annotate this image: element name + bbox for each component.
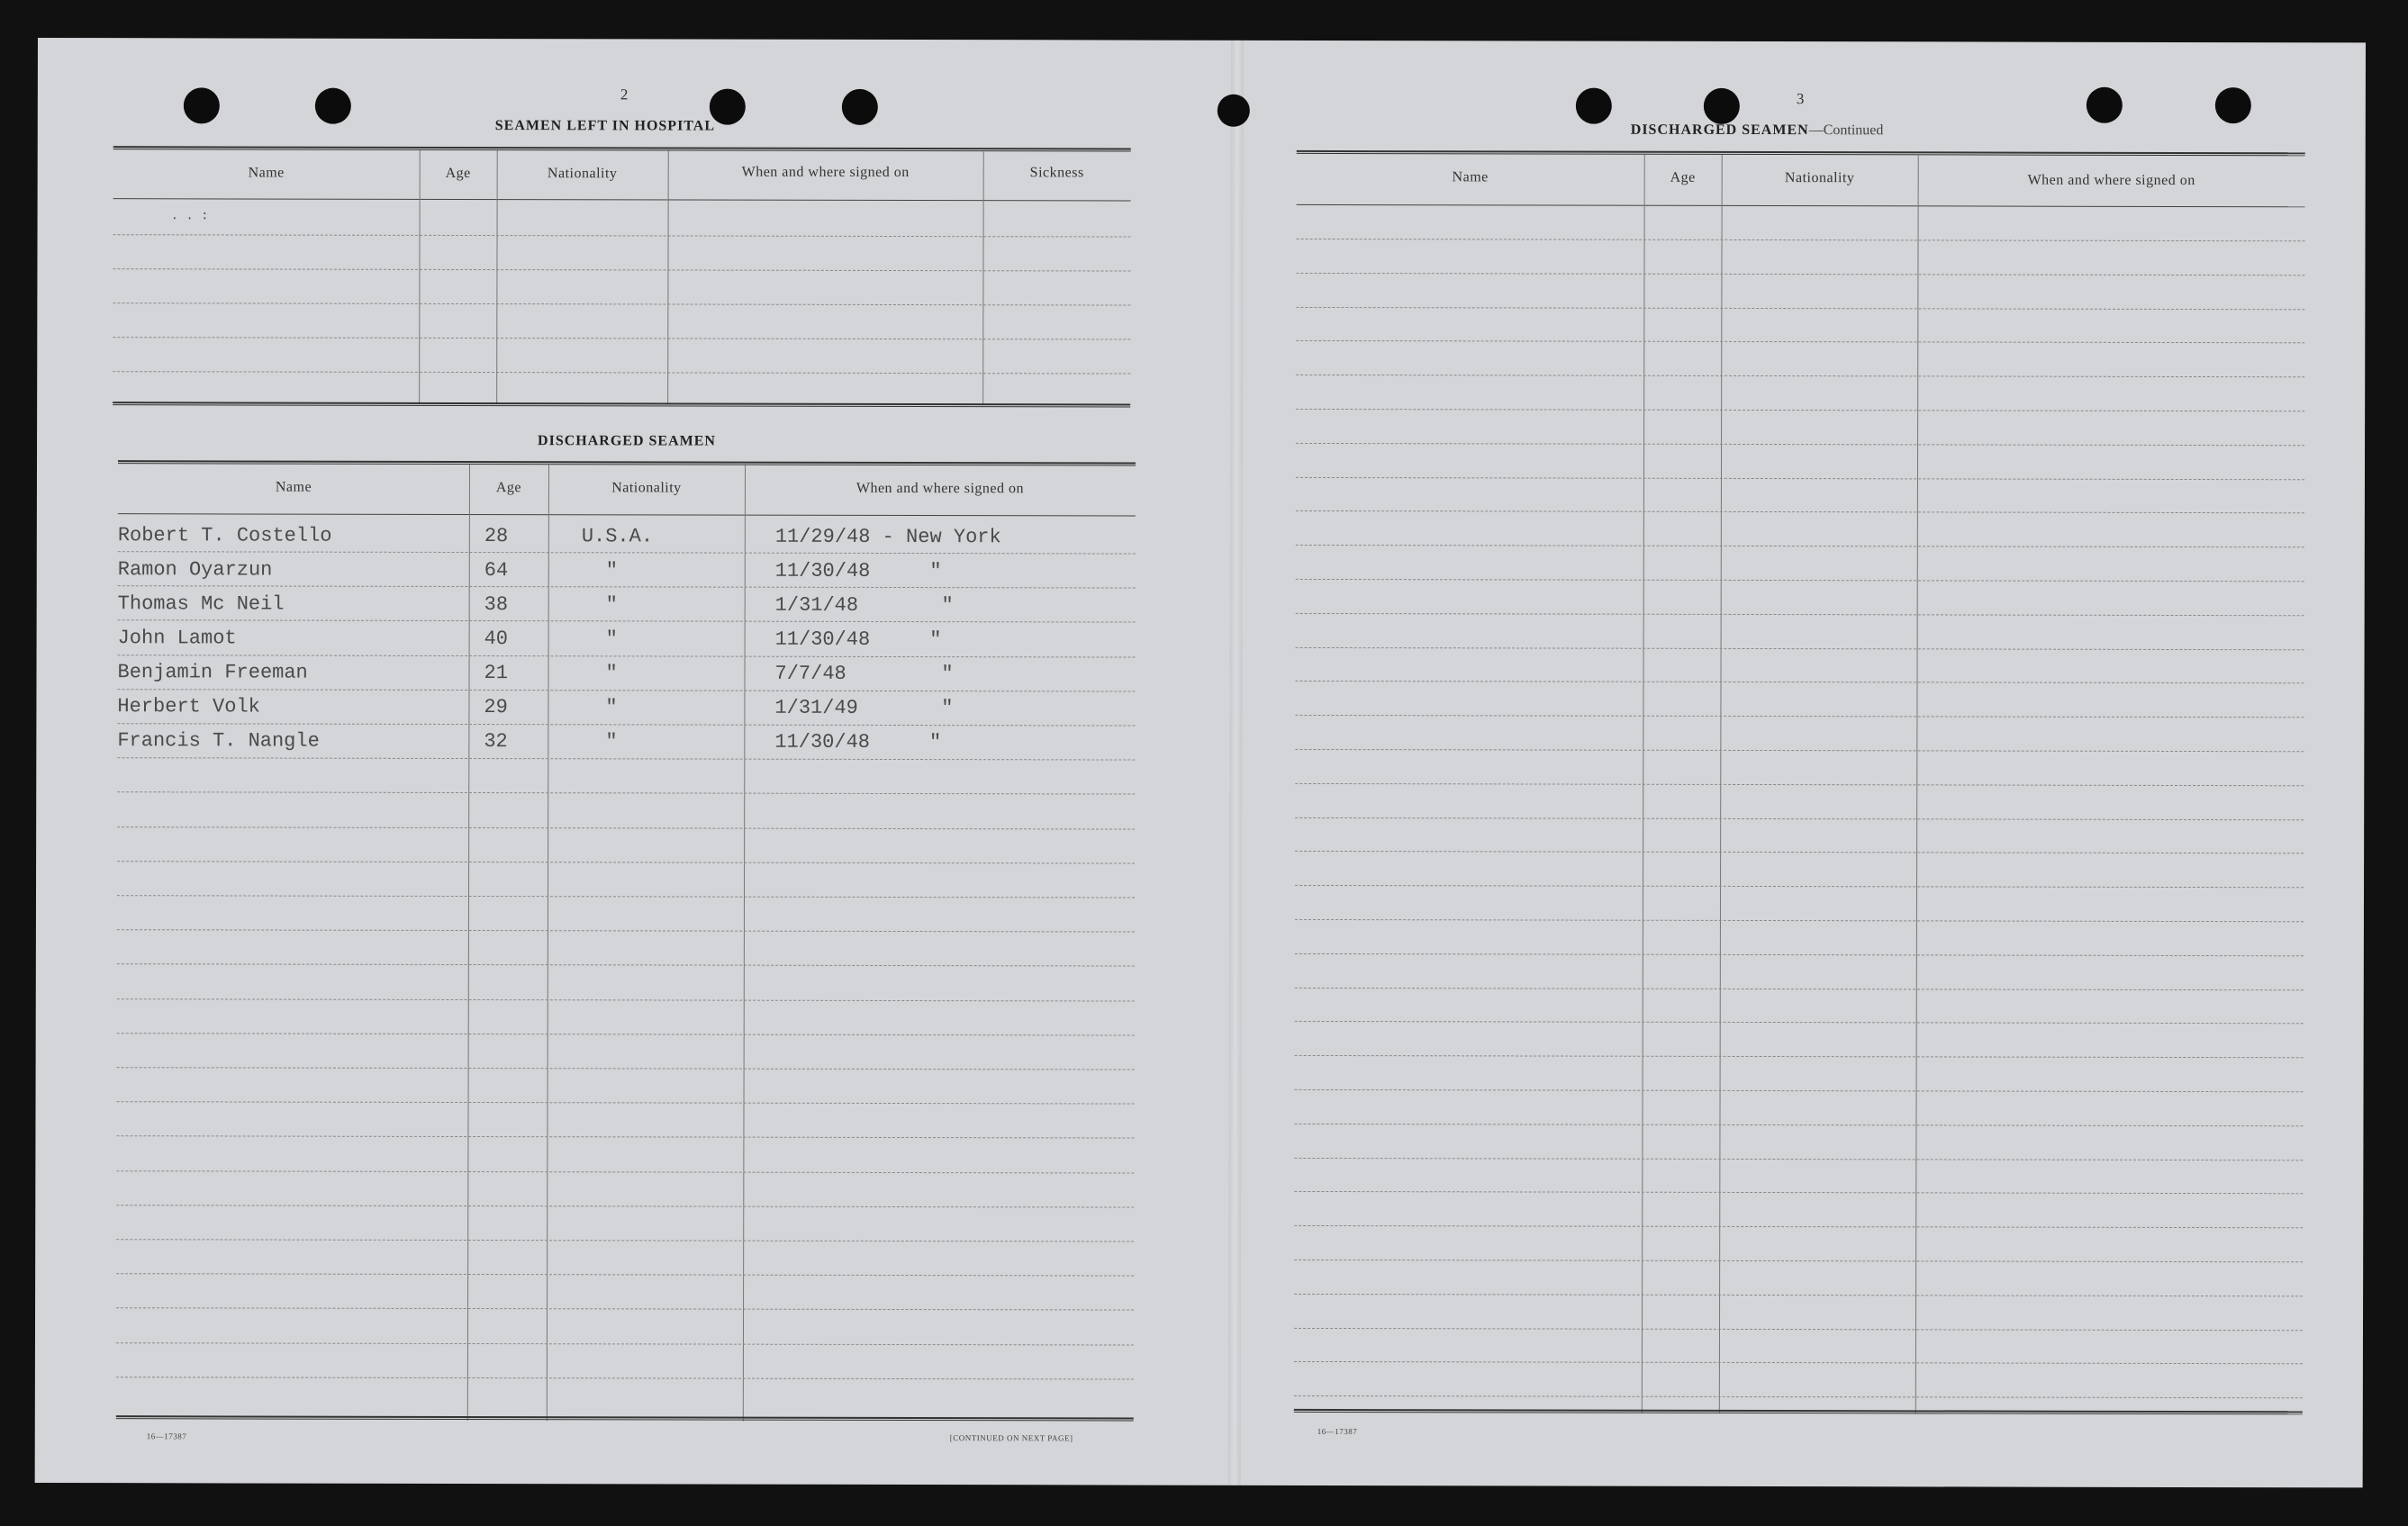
manifest-sheet xyxy=(35,38,2366,1487)
seaman-nationality: U.S.A. xyxy=(581,525,654,548)
title-text: DISCHARGED SEAMEN xyxy=(1630,122,1809,139)
seaman-age: 29 xyxy=(484,696,508,719)
hospital-mark: . . : xyxy=(170,209,209,224)
seaman-age: 28 xyxy=(484,525,509,548)
row-rule xyxy=(1294,1158,2303,1160)
seaman-name: Francis T. Nangle xyxy=(117,729,320,753)
row-rule xyxy=(1295,1055,2304,1058)
seaman-age: 21 xyxy=(484,662,508,685)
row-rule xyxy=(1296,375,2304,377)
row-rule xyxy=(1296,613,2304,616)
column-header-name: Name xyxy=(248,165,285,181)
column-header-age: Age xyxy=(1670,169,1696,185)
row-rule xyxy=(1296,510,2304,513)
page-number: 3 xyxy=(1796,90,1805,108)
row-rule xyxy=(1294,1395,2303,1398)
seaman-age: 32 xyxy=(484,730,508,754)
row-rule xyxy=(1295,749,2304,752)
row-rule xyxy=(1295,817,2304,820)
seaman-name: Thomas Mc Neil xyxy=(117,592,285,616)
title-suffix: —Continued xyxy=(1808,122,1884,139)
row-rule xyxy=(1296,579,2304,582)
seaman-name: Robert T. Costello xyxy=(117,524,332,547)
form-number: 16—17387 xyxy=(146,1431,187,1441)
row-rule xyxy=(1294,1124,2303,1126)
seaman-signed-on: 11/30/48 " xyxy=(774,628,942,652)
seaman-age: 38 xyxy=(484,593,509,617)
seaman-signed-on: 1/31/49 " xyxy=(774,696,954,720)
seaman-name: John Lamot xyxy=(117,627,237,650)
row-rule xyxy=(1294,1225,2303,1228)
row-rules xyxy=(38,38,2366,42)
seaman-nationality: " xyxy=(605,730,618,754)
column-header-name: Name xyxy=(275,479,312,495)
seaman-signed-on: 7/7/48 " xyxy=(774,662,954,686)
row-rule xyxy=(1294,1260,2303,1262)
seaman-nationality: " xyxy=(605,559,618,582)
form-number: 16—17387 xyxy=(1317,1426,1358,1437)
row-rule xyxy=(1295,988,2304,990)
discharged-continued-title xyxy=(1631,122,1884,140)
row-rule xyxy=(1295,1089,2304,1092)
row-rule xyxy=(1295,715,2304,718)
row-rule xyxy=(1296,545,2304,547)
hospital-section-title: SEAMEN LEFT IN HOSPITAL xyxy=(494,118,716,134)
column-header-nationality: Nationality xyxy=(547,166,618,182)
row-rule xyxy=(1294,1294,2303,1296)
header-rule xyxy=(1297,204,2305,207)
row-rule xyxy=(1295,851,2304,853)
seaman-nationality: " xyxy=(605,696,618,719)
seaman-signed-on: 11/30/48 " xyxy=(774,559,942,583)
row-rule xyxy=(1296,307,2304,310)
row-rule xyxy=(1296,477,2304,480)
page-number: 2 xyxy=(620,86,629,104)
row-rule xyxy=(1295,919,2304,922)
right-page xyxy=(35,38,2366,1487)
column-header-name: Name xyxy=(1452,169,1489,185)
row-rule xyxy=(1295,885,2304,888)
column-header-age: Age xyxy=(495,480,522,496)
row-rule xyxy=(1295,783,2304,786)
seaman-name: Ramon Oyarzun xyxy=(117,558,273,582)
seaman-signed-on: 1/31/48 " xyxy=(774,593,954,618)
row-rule xyxy=(1296,409,2304,411)
seaman-age: 64 xyxy=(484,559,509,582)
column-header-signed-on: When and where signed on xyxy=(741,164,910,181)
row-rule xyxy=(1296,273,2304,275)
seaman-signed-on: 11/30/48 " xyxy=(774,730,942,754)
table-top-rule xyxy=(1297,150,2305,156)
column-header-sickness: Sickness xyxy=(1029,165,1084,181)
seaman-name: Herbert Volk xyxy=(117,695,260,718)
seaman-age: 40 xyxy=(484,628,509,651)
row-rule xyxy=(1294,1361,2303,1364)
table-bottom-rule xyxy=(1294,1409,2303,1414)
column-header-signed-on: When and where signed on xyxy=(855,480,1025,497)
row-rule xyxy=(1294,1191,2303,1194)
row-rule xyxy=(1296,340,2304,343)
row-rule xyxy=(1295,953,2304,956)
row-rule xyxy=(1297,239,2305,241)
row-rule xyxy=(1296,443,2304,446)
seaman-nationality: " xyxy=(605,593,618,617)
continued-note: [CONTINUED ON NEXT PAGE] xyxy=(949,1433,1073,1443)
seaman-nationality: " xyxy=(605,628,618,651)
row-rule xyxy=(1296,647,2304,650)
column-header-signed-on: When and where signed on xyxy=(2027,172,2195,189)
column-header-nationality: Nationality xyxy=(1784,170,1855,186)
seaman-nationality: " xyxy=(605,662,618,685)
row-rule xyxy=(1295,1021,2304,1024)
discharged-section-title: DISCHARGED SEAMEN xyxy=(538,433,717,449)
seaman-signed-on: 11/29/48 - New York xyxy=(774,525,1001,549)
seaman-name: Benjamin Freeman xyxy=(117,661,308,684)
row-rule xyxy=(1294,1328,2303,1331)
row-rule xyxy=(1296,681,2304,683)
column-header-age: Age xyxy=(445,165,471,182)
column-header-nationality: Nationality xyxy=(611,480,682,496)
